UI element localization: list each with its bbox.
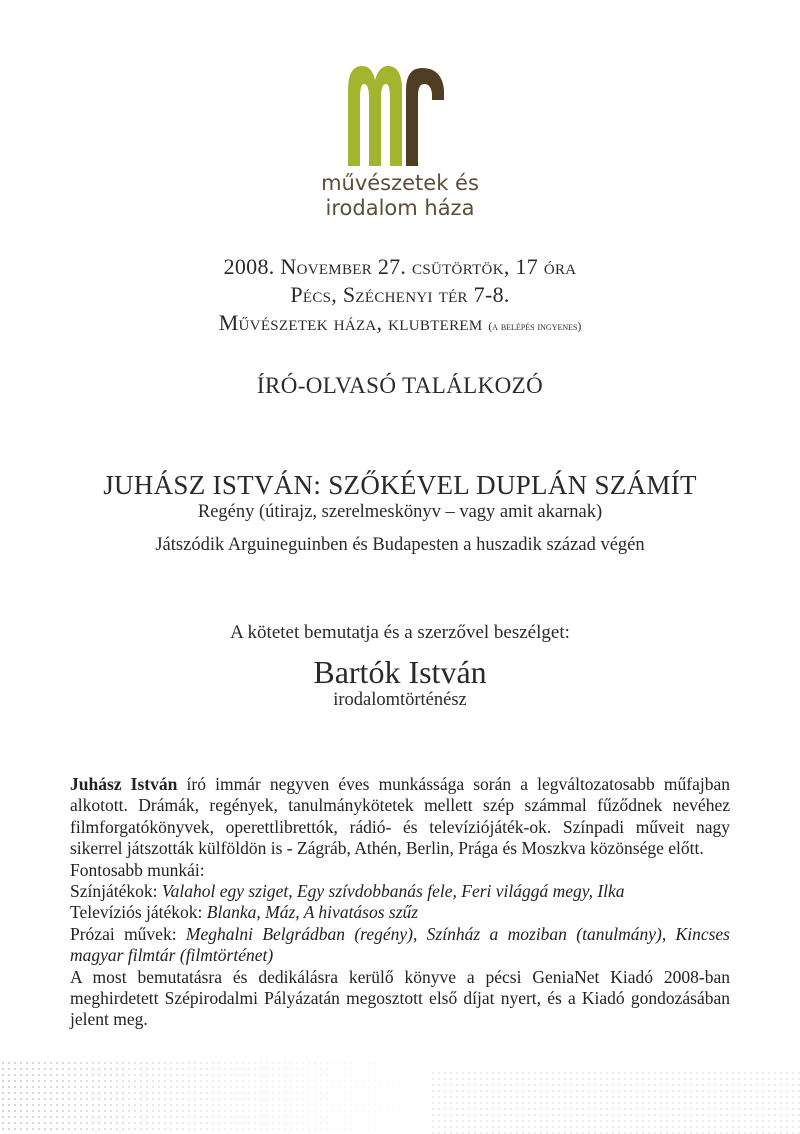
presentation-intro: A kötetet bemutatja és a szerzővel beszélget: (230, 622, 570, 643)
prose-works: Prózai művek: Meghalni Belgrádban (regény), Színház a moziban (tanulmány), Kincses magyar filmtár (filmtörténet) (70, 923, 730, 966)
event-type: ÍRÓ-OLVASÓ TALÁLKOZÓ (256, 373, 544, 398)
logo (0, 60, 800, 230)
tv-works: Televíziós játékok: Blanka, Máz, A hivatásos szűz (70, 902, 419, 923)
event-venue (0, 310, 800, 336)
book-subtitle: Regény (útirajz, szerelmeskönyv – vagy amit akarnak) (197, 502, 603, 522)
bio-author-name: Juhász István (70, 774, 178, 794)
bio-intro: Juhász István író immár negyven éves munkássága során a legváltozatosabb műfajban alkotott. Drámák, regények, tanulmánykötetek mellett szép számmal fűződnek nevéhez filmforgatókönyvek, operettlibrettók, rádió- és televíziójáték-ok. Színpadi műveit nagy sikerrel játszották külföldön is - Zágráb, Athén, Berlin, Prága és Moszkva közönsége előtt. (70, 774, 731, 859)
venue-name: Művészetek háza, klubterem (218, 310, 483, 335)
author-bio (70, 774, 730, 1031)
presenter-name: Bartók István (313, 654, 487, 690)
book-title: JUHÁSZ ISTVÁN: SZŐKÉVEL DUPLÁN SZÁMÍT (103, 470, 697, 500)
logo-line-1: művészetek és (321, 171, 479, 195)
works-heading: Fontosabb munkái: (70, 859, 205, 880)
venue-note: (a belépés ingyenes) (488, 321, 582, 333)
book-setting: Játszódik Arguineguinben és Budapesten a huszadik század végén (155, 535, 645, 555)
logo-line-2: irodalom háza (325, 196, 475, 220)
event-date: 2008. November 27. csütörtök, 17 óra (223, 254, 577, 279)
dot-pattern-decoration-right (430, 1070, 800, 1134)
event-place: Pécs, Széchenyi tér 7-8. (290, 282, 510, 307)
stage-works: Színjátékok: Valahol egy sziget, Egy szívdobbanás fele, Feri világgá megy, Ilka (70, 881, 625, 902)
presenter-role: irodalomtörténész (333, 690, 467, 710)
mr-arches-logo-icon (346, 60, 456, 168)
bio-closing: A most bemutatásra és dedikálásra kerülő könyve a pécsi GeniaNet Kiadó 2008-ban meghirdetett Szépirodalmi Pályázatán megosztott első díjat nyert, és a Kiadó gondozásában jelent meg. (70, 966, 730, 1030)
